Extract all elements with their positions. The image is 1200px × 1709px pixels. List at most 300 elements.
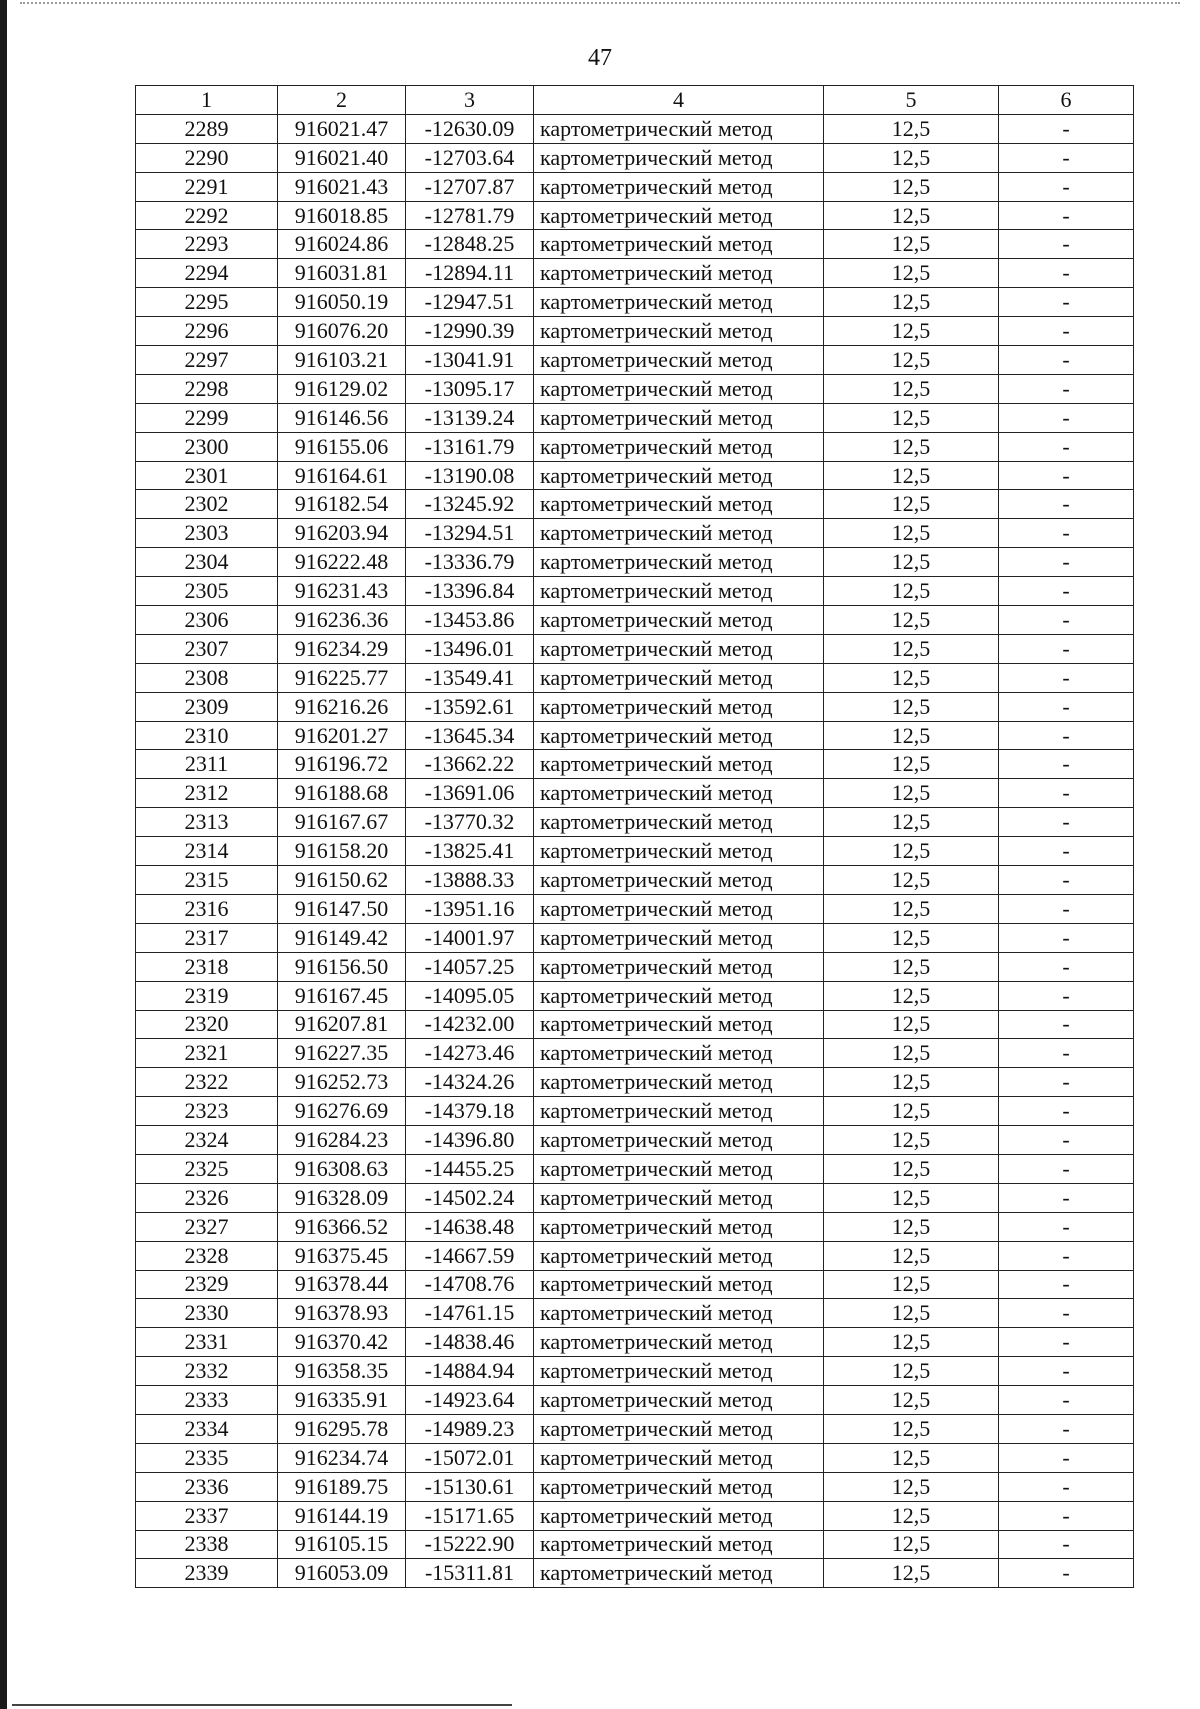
x-coordinate-cell: 916295.78 (278, 1414, 406, 1443)
accuracy-cell: 12,5 (824, 1212, 999, 1241)
column-header: 5 (824, 86, 999, 115)
method-cell: картометрический метод (534, 346, 824, 375)
accuracy-cell: 12,5 (824, 1299, 999, 1328)
x-coordinate-cell: 916196.72 (278, 750, 406, 779)
table-row (136, 1270, 1134, 1299)
y-coordinate-cell: -13549.41 (406, 663, 534, 692)
accuracy-cell: 12,5 (824, 1386, 999, 1415)
table-row (136, 519, 1134, 548)
note-cell: - (999, 606, 1134, 635)
note-cell: - (999, 490, 1134, 519)
accuracy-cell: 12,5 (824, 374, 999, 403)
method-cell: картометрический метод (534, 1241, 824, 1270)
note-cell: - (999, 1357, 1134, 1386)
table-row (136, 808, 1134, 837)
y-coordinate-cell: -12630.09 (406, 114, 534, 143)
note-cell: - (999, 1386, 1134, 1415)
table-row (136, 461, 1134, 490)
method-cell: картометрический метод (534, 548, 824, 577)
method-cell: картометрический метод (534, 1039, 824, 1068)
point-number-cell: 2290 (136, 143, 278, 172)
table-row (136, 1386, 1134, 1415)
scan-bottom-edge (12, 1704, 512, 1706)
y-coordinate-cell: -13645.34 (406, 721, 534, 750)
method-cell: картометрический метод (534, 1414, 824, 1443)
accuracy-cell: 12,5 (824, 143, 999, 172)
method-cell: картометрический метод (534, 1472, 824, 1501)
method-cell: картометрический метод (534, 1559, 824, 1588)
x-coordinate-cell: 916167.45 (278, 981, 406, 1010)
x-coordinate-cell: 916156.50 (278, 952, 406, 981)
x-coordinate-cell: 916167.67 (278, 808, 406, 837)
accuracy-cell: 12,5 (824, 808, 999, 837)
method-cell: картометрический метод (534, 1270, 824, 1299)
accuracy-cell: 12,5 (824, 692, 999, 721)
x-coordinate-cell: 916155.06 (278, 432, 406, 461)
y-coordinate-cell: -13161.79 (406, 432, 534, 461)
table-row (136, 1126, 1134, 1155)
y-coordinate-cell: -15130.61 (406, 1472, 534, 1501)
y-coordinate-cell: -12848.25 (406, 230, 534, 259)
table-row (136, 634, 1134, 663)
accuracy-cell: 12,5 (824, 172, 999, 201)
table-row (136, 1472, 1134, 1501)
table-body (136, 114, 1134, 1587)
y-coordinate-cell: -12707.87 (406, 172, 534, 201)
x-coordinate-cell: 916231.43 (278, 577, 406, 606)
table-row (136, 259, 1134, 288)
accuracy-cell: 12,5 (824, 230, 999, 259)
y-coordinate-cell: -14838.46 (406, 1328, 534, 1357)
y-coordinate-cell: -13888.33 (406, 866, 534, 895)
note-cell: - (999, 346, 1134, 375)
y-coordinate-cell: -12990.39 (406, 317, 534, 346)
method-cell: картометрический метод (534, 1097, 824, 1126)
accuracy-cell: 12,5 (824, 1097, 999, 1126)
note-cell: - (999, 1559, 1134, 1588)
accuracy-cell: 12,5 (824, 577, 999, 606)
method-cell: картометрический метод (534, 750, 824, 779)
column-header: 4 (534, 86, 824, 115)
point-number-cell: 2321 (136, 1039, 278, 1068)
note-cell: - (999, 519, 1134, 548)
y-coordinate-cell: -14001.97 (406, 923, 534, 952)
x-coordinate-cell: 916328.09 (278, 1183, 406, 1212)
method-cell: картометрический метод (534, 923, 824, 952)
note-cell: - (999, 461, 1134, 490)
accuracy-cell: 12,5 (824, 346, 999, 375)
method-cell: картометрический метод (534, 779, 824, 808)
x-coordinate-cell: 916201.27 (278, 721, 406, 750)
note-cell: - (999, 779, 1134, 808)
scan-left-edge (0, 0, 7, 1709)
point-number-cell: 2295 (136, 288, 278, 317)
y-coordinate-cell: -13592.61 (406, 692, 534, 721)
note-cell: - (999, 1068, 1134, 1097)
point-number-cell: 2301 (136, 461, 278, 490)
y-coordinate-cell: -14232.00 (406, 1010, 534, 1039)
point-number-cell: 2300 (136, 432, 278, 461)
note-cell: - (999, 808, 1134, 837)
note-cell: - (999, 750, 1134, 779)
accuracy-cell: 12,5 (824, 837, 999, 866)
table-row (136, 1212, 1134, 1241)
point-number-cell: 2298 (136, 374, 278, 403)
note-cell: - (999, 317, 1134, 346)
point-number-cell: 2337 (136, 1501, 278, 1530)
point-number-cell: 2318 (136, 952, 278, 981)
point-number-cell: 2333 (136, 1386, 278, 1415)
method-cell: картометрический метод (534, 143, 824, 172)
note-cell: - (999, 1299, 1134, 1328)
method-cell: картометрический метод (534, 866, 824, 895)
x-coordinate-cell: 916378.93 (278, 1299, 406, 1328)
accuracy-cell: 12,5 (824, 201, 999, 230)
point-number-cell: 2293 (136, 230, 278, 259)
point-number-cell: 2323 (136, 1097, 278, 1126)
point-number-cell: 2314 (136, 837, 278, 866)
point-number-cell: 2328 (136, 1241, 278, 1270)
y-coordinate-cell: -15222.90 (406, 1530, 534, 1559)
method-cell: картометрический метод (534, 1212, 824, 1241)
note-cell: - (999, 1039, 1134, 1068)
x-coordinate-cell: 916050.19 (278, 288, 406, 317)
accuracy-cell: 12,5 (824, 866, 999, 895)
y-coordinate-cell: -13336.79 (406, 548, 534, 577)
note-cell: - (999, 548, 1134, 577)
x-coordinate-cell: 916021.43 (278, 172, 406, 201)
accuracy-cell: 12,5 (824, 288, 999, 317)
accuracy-cell: 12,5 (824, 259, 999, 288)
note-cell: - (999, 894, 1134, 923)
table-row (136, 1559, 1134, 1588)
method-cell: картометрический метод (534, 1357, 824, 1386)
method-cell: картометрический метод (534, 981, 824, 1010)
note-cell: - (999, 1010, 1134, 1039)
note-cell: - (999, 230, 1134, 259)
y-coordinate-cell: -13662.22 (406, 750, 534, 779)
column-header: 3 (406, 86, 534, 115)
note-cell: - (999, 1328, 1134, 1357)
method-cell: картометрический метод (534, 201, 824, 230)
x-coordinate-cell: 916053.09 (278, 1559, 406, 1588)
point-number-cell: 2308 (136, 663, 278, 692)
point-number-cell: 2329 (136, 1270, 278, 1299)
method-cell: картометрический метод (534, 1010, 824, 1039)
y-coordinate-cell: -13691.06 (406, 779, 534, 808)
accuracy-cell: 12,5 (824, 1010, 999, 1039)
point-number-cell: 2303 (136, 519, 278, 548)
point-number-cell: 2316 (136, 894, 278, 923)
accuracy-cell: 12,5 (824, 721, 999, 750)
page-number: 47 (588, 45, 612, 71)
x-coordinate-cell: 916203.94 (278, 519, 406, 548)
point-number-cell: 2313 (136, 808, 278, 837)
point-number-cell: 2305 (136, 577, 278, 606)
note-cell: - (999, 1501, 1134, 1530)
method-cell: картометрический метод (534, 519, 824, 548)
y-coordinate-cell: -13396.84 (406, 577, 534, 606)
x-coordinate-cell: 916358.35 (278, 1357, 406, 1386)
note-cell: - (999, 952, 1134, 981)
point-number-cell: 2324 (136, 1126, 278, 1155)
method-cell: картометрический метод (534, 1530, 824, 1559)
x-coordinate-cell: 916375.45 (278, 1241, 406, 1270)
y-coordinate-cell: -13245.92 (406, 490, 534, 519)
y-coordinate-cell: -13190.08 (406, 461, 534, 490)
accuracy-cell: 12,5 (824, 1241, 999, 1270)
x-coordinate-cell: 916234.29 (278, 634, 406, 663)
table-row (136, 606, 1134, 635)
accuracy-cell: 12,5 (824, 461, 999, 490)
note-cell: - (999, 837, 1134, 866)
accuracy-cell: 12,5 (824, 114, 999, 143)
table-row (136, 894, 1134, 923)
point-number-cell: 2296 (136, 317, 278, 346)
point-number-cell: 2331 (136, 1328, 278, 1357)
y-coordinate-cell: -14667.59 (406, 1241, 534, 1270)
accuracy-cell: 12,5 (824, 1443, 999, 1472)
x-coordinate-cell: 916252.73 (278, 1068, 406, 1097)
table-row (136, 1010, 1134, 1039)
y-coordinate-cell: -14095.05 (406, 981, 534, 1010)
y-coordinate-cell: -15171.65 (406, 1501, 534, 1530)
table-row (136, 692, 1134, 721)
column-header: 6 (999, 86, 1134, 115)
y-coordinate-cell: -12781.79 (406, 201, 534, 230)
table-row (136, 952, 1134, 981)
accuracy-cell: 12,5 (824, 432, 999, 461)
method-cell: картометрический метод (534, 490, 824, 519)
y-coordinate-cell: -14638.48 (406, 1212, 534, 1241)
point-number-cell: 2292 (136, 201, 278, 230)
table-row (136, 490, 1134, 519)
note-cell: - (999, 259, 1134, 288)
column-header: 2 (278, 86, 406, 115)
x-coordinate-cell: 916234.74 (278, 1443, 406, 1472)
method-cell: картометрический метод (534, 1154, 824, 1183)
point-number-cell: 2317 (136, 923, 278, 952)
accuracy-cell: 12,5 (824, 1357, 999, 1386)
y-coordinate-cell: -14396.80 (406, 1126, 534, 1155)
accuracy-cell: 12,5 (824, 1039, 999, 1068)
x-coordinate-cell: 916227.35 (278, 1039, 406, 1068)
method-cell: картометрический метод (534, 721, 824, 750)
table-row (136, 1357, 1134, 1386)
accuracy-cell: 12,5 (824, 663, 999, 692)
point-number-cell: 2294 (136, 259, 278, 288)
x-coordinate-cell: 916024.86 (278, 230, 406, 259)
table-row (136, 172, 1134, 201)
note-cell: - (999, 403, 1134, 432)
point-number-cell: 2326 (136, 1183, 278, 1212)
method-cell: картометрический метод (534, 114, 824, 143)
x-coordinate-cell: 916147.50 (278, 894, 406, 923)
x-coordinate-cell: 916188.68 (278, 779, 406, 808)
table-row (136, 548, 1134, 577)
table-row (136, 1183, 1134, 1212)
y-coordinate-cell: -14923.64 (406, 1386, 534, 1415)
table-row (136, 317, 1134, 346)
x-coordinate-cell: 916370.42 (278, 1328, 406, 1357)
point-number-cell: 2336 (136, 1472, 278, 1501)
x-coordinate-cell: 916021.47 (278, 114, 406, 143)
x-coordinate-cell: 916146.56 (278, 403, 406, 432)
point-number-cell: 2289 (136, 114, 278, 143)
note-cell: - (999, 1097, 1134, 1126)
table-row (136, 1328, 1134, 1357)
point-number-cell: 2310 (136, 721, 278, 750)
point-number-cell: 2311 (136, 750, 278, 779)
y-coordinate-cell: -14273.46 (406, 1039, 534, 1068)
method-cell: картометрический метод (534, 1126, 824, 1155)
accuracy-cell: 12,5 (824, 923, 999, 952)
x-coordinate-cell: 916164.61 (278, 461, 406, 490)
y-coordinate-cell: -12703.64 (406, 143, 534, 172)
method-cell: картометрический метод (534, 172, 824, 201)
y-coordinate-cell: -13453.86 (406, 606, 534, 635)
table-row (136, 1530, 1134, 1559)
table-row (136, 837, 1134, 866)
x-coordinate-cell: 916216.26 (278, 692, 406, 721)
x-coordinate-cell: 916018.85 (278, 201, 406, 230)
point-number-cell: 2322 (136, 1068, 278, 1097)
note-cell: - (999, 692, 1134, 721)
accuracy-cell: 12,5 (824, 1501, 999, 1530)
point-number-cell: 2299 (136, 403, 278, 432)
method-cell: картометрический метод (534, 403, 824, 432)
method-cell: картометрический метод (534, 259, 824, 288)
point-number-cell: 2291 (136, 172, 278, 201)
accuracy-cell: 12,5 (824, 1270, 999, 1299)
table-row (136, 1414, 1134, 1443)
accuracy-cell: 12,5 (824, 1559, 999, 1588)
method-cell: картометрический метод (534, 1068, 824, 1097)
table-row (136, 1068, 1134, 1097)
y-coordinate-cell: -15072.01 (406, 1443, 534, 1472)
point-number-cell: 2332 (136, 1357, 278, 1386)
method-cell: картометрический метод (534, 317, 824, 346)
y-coordinate-cell: -12947.51 (406, 288, 534, 317)
method-cell: картометрический метод (534, 1328, 824, 1357)
method-cell: картометрический метод (534, 230, 824, 259)
x-coordinate-cell: 916308.63 (278, 1154, 406, 1183)
method-cell: картометрический метод (534, 374, 824, 403)
note-cell: - (999, 1472, 1134, 1501)
accuracy-cell: 12,5 (824, 490, 999, 519)
accuracy-cell: 12,5 (824, 634, 999, 663)
note-cell: - (999, 1126, 1134, 1155)
table-row (136, 288, 1134, 317)
accuracy-cell: 12,5 (824, 1414, 999, 1443)
y-coordinate-cell: -13825.41 (406, 837, 534, 866)
accuracy-cell: 12,5 (824, 519, 999, 548)
point-number-cell: 2304 (136, 548, 278, 577)
accuracy-cell: 12,5 (824, 1154, 999, 1183)
accuracy-cell: 12,5 (824, 403, 999, 432)
note-cell: - (999, 114, 1134, 143)
x-coordinate-cell: 916189.75 (278, 1472, 406, 1501)
point-number-cell: 2307 (136, 634, 278, 663)
table-row (136, 981, 1134, 1010)
table-row (136, 750, 1134, 779)
coordinates-table (135, 85, 1134, 1588)
x-coordinate-cell: 916021.40 (278, 143, 406, 172)
y-coordinate-cell: -13095.17 (406, 374, 534, 403)
accuracy-cell: 12,5 (824, 548, 999, 577)
table-row (136, 1097, 1134, 1126)
table-row (136, 1443, 1134, 1472)
table-row (136, 1154, 1134, 1183)
y-coordinate-cell: -14761.15 (406, 1299, 534, 1328)
point-number-cell: 2327 (136, 1212, 278, 1241)
x-coordinate-cell: 916335.91 (278, 1386, 406, 1415)
point-number-cell: 2338 (136, 1530, 278, 1559)
scan-top-edge (20, 2, 1180, 4)
point-number-cell: 2302 (136, 490, 278, 519)
table-row (136, 866, 1134, 895)
note-cell: - (999, 1154, 1134, 1183)
note-cell: - (999, 981, 1134, 1010)
method-cell: картометрический метод (534, 606, 824, 635)
accuracy-cell: 12,5 (824, 750, 999, 779)
table-header-row (136, 86, 1134, 115)
y-coordinate-cell: -12894.11 (406, 259, 534, 288)
y-coordinate-cell: -13496.01 (406, 634, 534, 663)
point-number-cell: 2319 (136, 981, 278, 1010)
point-number-cell: 2320 (136, 1010, 278, 1039)
table-row (136, 1241, 1134, 1270)
method-cell: картометрический метод (534, 808, 824, 837)
x-coordinate-cell: 916103.21 (278, 346, 406, 375)
point-number-cell: 2330 (136, 1299, 278, 1328)
point-number-cell: 2309 (136, 692, 278, 721)
x-coordinate-cell: 916158.20 (278, 837, 406, 866)
method-cell: картометрический метод (534, 577, 824, 606)
x-coordinate-cell: 916222.48 (278, 548, 406, 577)
point-number-cell: 2306 (136, 606, 278, 635)
method-cell: картометрический метод (534, 1501, 824, 1530)
table-row (136, 779, 1134, 808)
y-coordinate-cell: -13139.24 (406, 403, 534, 432)
accuracy-cell: 12,5 (824, 1126, 999, 1155)
x-coordinate-cell: 916236.36 (278, 606, 406, 635)
table-row (136, 143, 1134, 172)
x-coordinate-cell: 916284.23 (278, 1126, 406, 1155)
y-coordinate-cell: -15311.81 (406, 1559, 534, 1588)
method-cell: картометрический метод (534, 461, 824, 490)
y-coordinate-cell: -14455.25 (406, 1154, 534, 1183)
x-coordinate-cell: 916129.02 (278, 374, 406, 403)
y-coordinate-cell: -14989.23 (406, 1414, 534, 1443)
table-row (136, 721, 1134, 750)
point-number-cell: 2297 (136, 346, 278, 375)
x-coordinate-cell: 916276.69 (278, 1097, 406, 1126)
y-coordinate-cell: -14379.18 (406, 1097, 534, 1126)
table-row (136, 346, 1134, 375)
x-coordinate-cell: 916076.20 (278, 317, 406, 346)
method-cell: картометрический метод (534, 692, 824, 721)
table-row (136, 923, 1134, 952)
accuracy-cell: 12,5 (824, 1472, 999, 1501)
x-coordinate-cell: 916225.77 (278, 663, 406, 692)
method-cell: картометрический метод (534, 1386, 824, 1415)
method-cell: картометрический метод (534, 1183, 824, 1212)
method-cell: картометрический метод (534, 837, 824, 866)
y-coordinate-cell: -14324.26 (406, 1068, 534, 1097)
y-coordinate-cell: -13770.32 (406, 808, 534, 837)
table-row (136, 201, 1134, 230)
